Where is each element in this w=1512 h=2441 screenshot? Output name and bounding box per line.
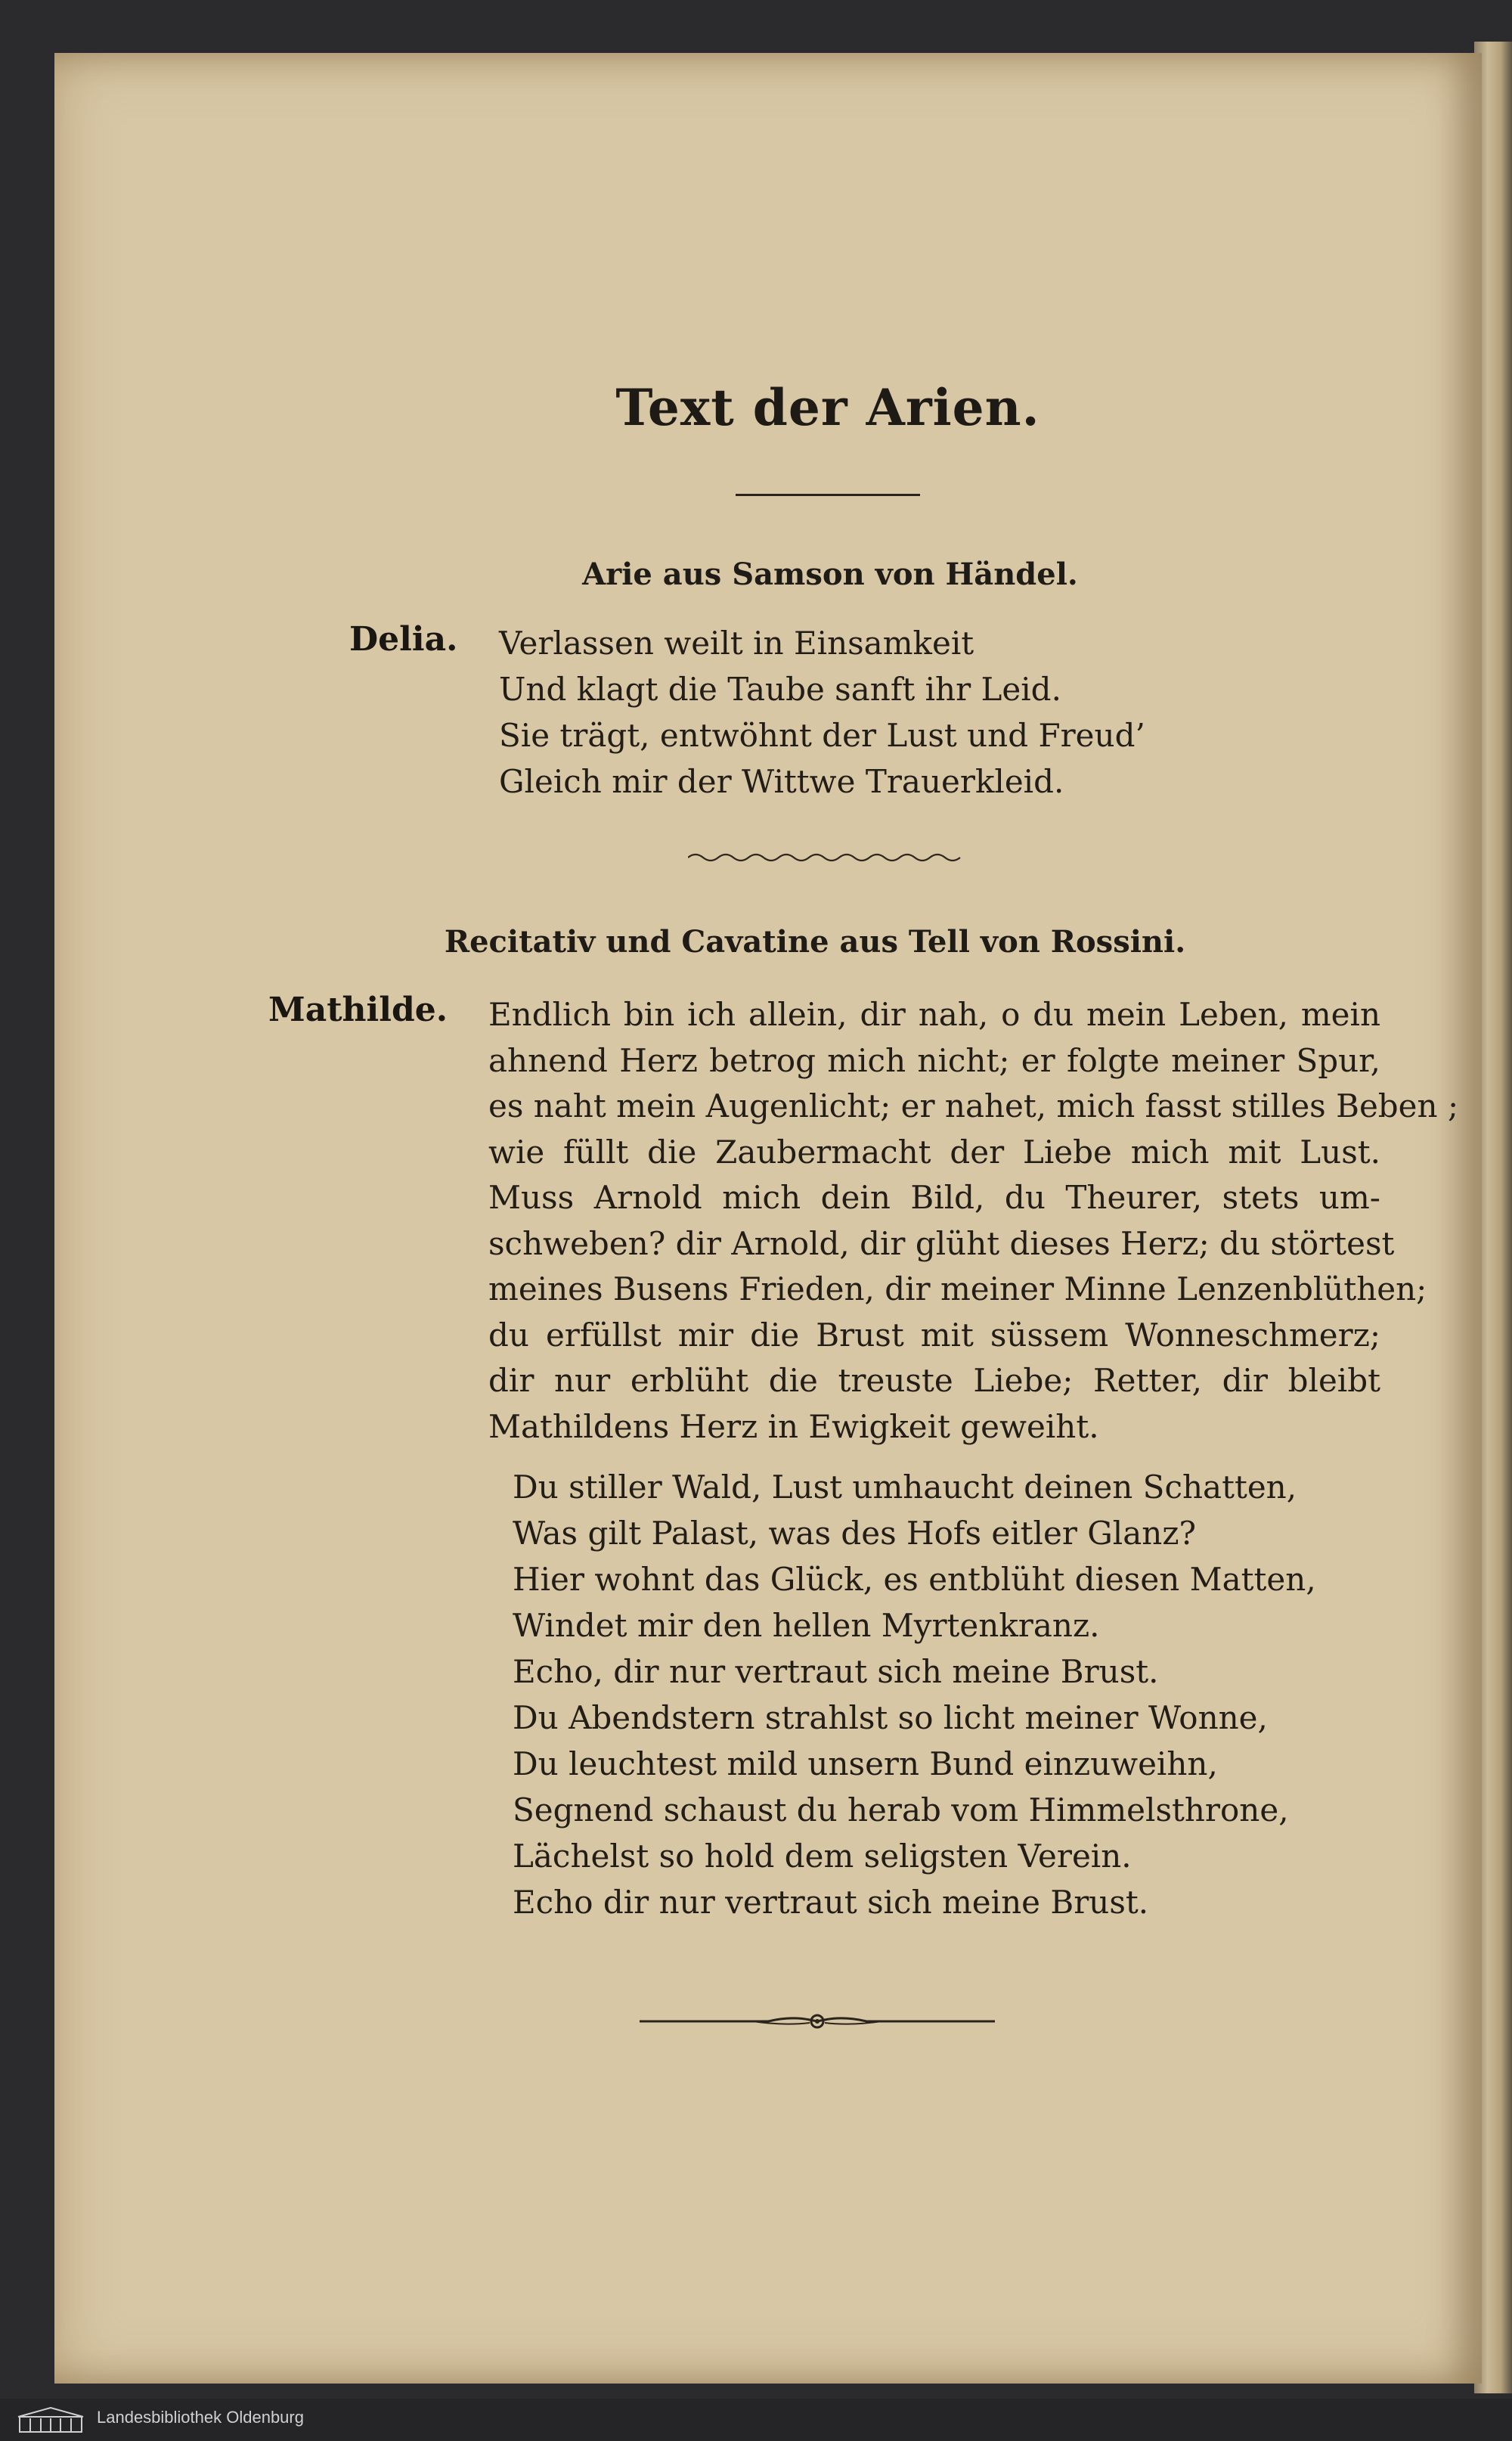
library-credit[interactable]: Landesbibliothek Oldenburg: [97, 2408, 304, 2427]
recitative-line: schweben? dir Arnold, dir glüht dieses Herz; du störtest: [488, 1224, 1395, 1262]
speaker-delia: Delia.: [349, 620, 458, 659]
section-2-heading: Recitativ und Cavatine aus Tell von Rossini.: [444, 924, 1186, 960]
cavatina-line: Lächelst so hold dem seligsten Verein.: [513, 1838, 1132, 1875]
page-title: Text der Arien.: [615, 378, 1040, 437]
recitative-line: dir nur erblüht die treuste Liebe; Retter, dir bleibt: [488, 1362, 1380, 1399]
footer-bar: [0, 2399, 1512, 2441]
recitative-line: Muss Arnold mich dein Bild, du Theurer, stets um-: [488, 1179, 1380, 1216]
cavatina-line: Was gilt Palast, was des Hofs eitler Glanz?: [513, 1515, 1196, 1552]
cavatina-line: Du leuchtest mild unsern Bund einzuweihn,: [513, 1745, 1218, 1782]
delia-verse-line: Verlassen weilt in Einsamkeit: [499, 625, 974, 662]
wavy-divider-ornament: [688, 848, 968, 867]
end-ornament: [640, 2010, 995, 2033]
title-rule: [736, 494, 920, 496]
mathilde-cavatina: [513, 1464, 1316, 1925]
recitative-line: meines Busens Frieden, dir meiner Minne Lenzenblüthen;: [488, 1270, 1427, 1307]
delia-verse: [499, 620, 1145, 805]
recitative-line: du erfüllst mir die Brust mit süssem Wonneschmerz;: [488, 1316, 1380, 1354]
speaker-mathilde: Mathilde.: [268, 991, 448, 1029]
cavatina-line: Segnend schaust du herab vom Himmelsthrone,: [513, 1791, 1289, 1828]
recitative-line: Endlich bin ich allein, dir nah, o du mein Leben, mein: [488, 996, 1380, 1033]
cavatina-line: Du stiller Wald, Lust umhaucht deinen Schatten,: [513, 1469, 1297, 1506]
cavatina-line: Hier wohnt das Glück, es entblüht diesen Matten,: [513, 1561, 1316, 1598]
recitative-line: ahnend Herz betrog mich nicht; er folgte meiner Spur,: [488, 1041, 1380, 1079]
cavatina-line: Windet mir den hellen Myrtenkranz.: [513, 1607, 1100, 1644]
recitative-line: Mathildens Herz in Ewigkeit geweiht.: [488, 1407, 1099, 1445]
cavatina-line: Echo dir nur vertraut sich meine Brust.: [513, 1884, 1149, 1921]
delia-verse-line: Sie trägt, entwöhnt der Lust und Freud’: [499, 717, 1145, 754]
library-building-icon: [17, 2406, 85, 2433]
section-1-heading: Arie aus Samson von Händel.: [582, 557, 1078, 592]
delia-verse-line: Gleich mir der Wittwe Trauerkleid.: [499, 763, 1064, 800]
cavatina-line: Du Abendstern strahlst so licht meiner Wonne,: [513, 1699, 1268, 1736]
cavatina-line: Echo, dir nur vertraut sich meine Brust.: [513, 1653, 1159, 1690]
recitative-line: es naht mein Augenlicht; er nahet, mich fasst stilles Beben ;: [488, 1087, 1459, 1124]
recitative-line: wie füllt die Zaubermacht der Liebe mich mit Lust.: [488, 1133, 1380, 1171]
mathilde-recitative: [488, 992, 1459, 1450]
delia-verse-line: Und klagt die Taube sanft ihr Leid.: [499, 671, 1061, 708]
